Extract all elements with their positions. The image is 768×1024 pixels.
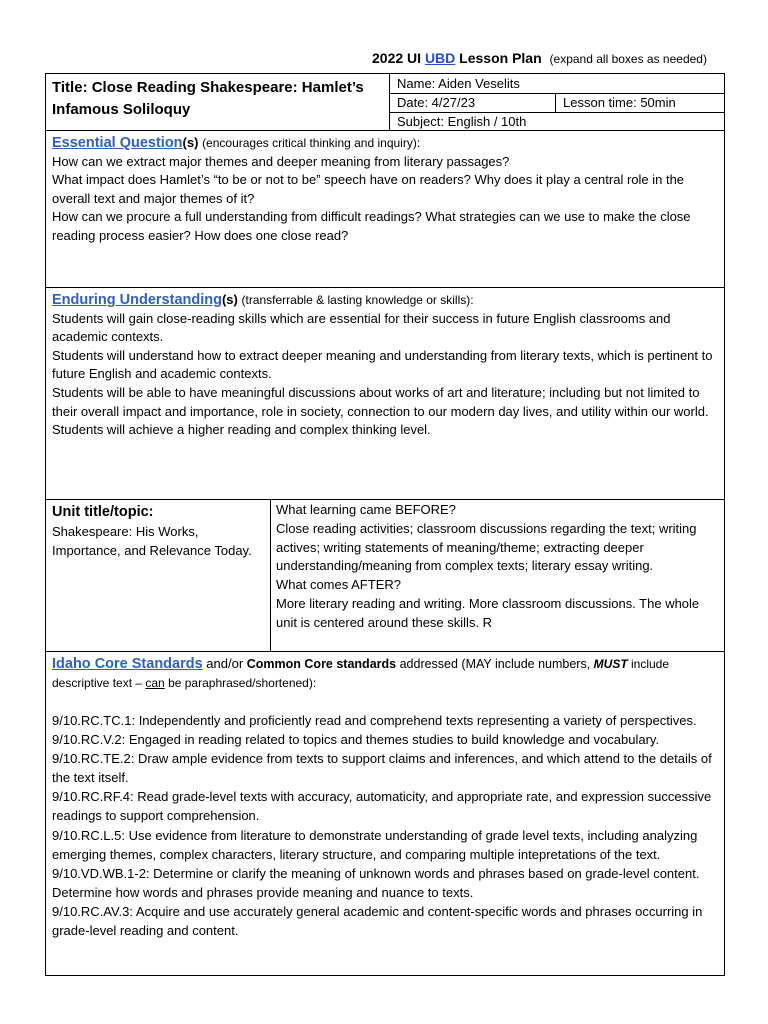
after-label: What comes AFTER? — [276, 577, 401, 593]
enduring-understanding-suffix: (s) — [221, 292, 238, 307]
unit-sequence-cell — [276, 501, 716, 633]
enduring-understanding-line: Students will be able to have meaningful discussions about works of art and literature; including but not limited to their overall impact and importance, role in society, connection to our modern day lives, and utility within our world. — [52, 384, 709, 419]
common-core-heading: Common Core standards — [246, 657, 397, 671]
enduring-understanding-note: (transferrable & lasting knowledge or skills): — [241, 293, 474, 307]
subject-row — [390, 112, 725, 131]
title-block — [45, 73, 725, 131]
enduring-understanding-line: Students will achieve a higher reading and complex thinking level. — [52, 422, 431, 438]
date-row — [390, 93, 725, 113]
name-row — [390, 74, 725, 94]
header-ubd-link[interactable]: UBD — [424, 50, 456, 66]
before-label: What learning came BEFORE? — [276, 502, 456, 517]
standards-header — [52, 655, 716, 692]
standards-section — [45, 651, 725, 976]
date-time-divider — [555, 93, 556, 112]
unit-title-cell — [46, 500, 271, 651]
before-text: Close reading activities; classroom discussions regarding the text; writing actives; writing statements of meaning/theme; extracting deeper understanding/meaning from complex texts; literary essay writing. — [276, 520, 697, 574]
essential-question-heading: Essential Question — [52, 135, 183, 151]
document-header — [372, 50, 707, 66]
enduring-understanding-line: Students will understand how to extract deeper meaning and understanding from literary texts, which is pertinent to future English and academic contexts. — [52, 347, 713, 382]
header-year: 2022 UI — [372, 50, 422, 66]
standard-item: 9/10.RC.L.5: Use evidence from literature to demonstrate understanding of grade level texts, including analyzing emerging themes, complex characters, literary structure, and comparing multiple intepretations of the text. — [52, 827, 698, 862]
addressed-text: addressed (MAY include numbers, — [396, 657, 594, 671]
rest-text: be paraphrased/shortened): — [164, 675, 317, 690]
standard-item: 9/10.RC.AV.3: Acquire and use accurately general academic and content-specific words and phrases occurring in grade-level reading and content. — [52, 903, 703, 939]
lesson-time-field: Lesson time: 50min — [563, 95, 676, 110]
name-field: Name: Aiden Veselits — [397, 76, 520, 91]
essential-question-line: How can we extract major themes and deeper meaning from literary passages? — [52, 153, 510, 169]
and-or-text: and/or — [202, 656, 247, 671]
enduring-understanding-heading: Enduring Understanding — [52, 292, 222, 308]
enduring-understanding-section — [45, 287, 725, 500]
essential-question-suffix: (s) — [182, 135, 199, 150]
info-column — [389, 74, 725, 130]
essential-question-section — [45, 130, 725, 288]
idaho-standards-heading: Idaho Core Standards — [52, 656, 203, 672]
enduring-understanding-line: Students will gain close-reading skills which are essential for their success in future English classrooms and academic contexts. — [52, 310, 671, 345]
include-text: include descriptive text – — [52, 657, 670, 690]
unit-title-label: Unit title/topic: — [52, 504, 154, 520]
standards-list — [52, 711, 720, 940]
essential-question-line: How can we procure a full understanding from difficult readings? What strategies can we use to make the close reading process easier? How does one close read? — [52, 209, 691, 243]
essential-question-header — [52, 134, 716, 153]
standard-item: 9/10.VD.WB.1-2: Determine or clarify the meaning of unknown words and phrases based on grade-level content. Determine how words and phrases provide meaning and nuance to texts. — [52, 865, 700, 900]
must-text: MUST — [593, 657, 628, 671]
unit-title-value: Shakespeare: His Works, Importance, and Relevance Today. — [52, 524, 252, 558]
after-text: More literary reading and writing. More classroom discussions. The whole unit is centered around these skills. R — [276, 595, 700, 630]
essential-question-note: (encourages critical thinking and inquiry): — [202, 136, 421, 150]
standard-item: 9/10.RC.TC.1: Independently and proficiently read and comprehend texts representing a variety of perspectives. — [52, 713, 697, 728]
header-lesson-plan: Lesson Plan — [459, 50, 542, 66]
unit-section — [45, 499, 725, 652]
can-text: can — [145, 675, 165, 690]
standard-item: 9/10.RC.RF.4: Read grade-level texts with accuracy, automaticity, and appropriate rate, and expression successive readings to support comprehension. — [52, 789, 712, 824]
essential-question-line: What impact does Hamlet’s “to be or not to be” speech have on readers? Why does it play a central role in the overall text and major themes of it? — [52, 172, 685, 206]
standard-item: 9/10.RC.TE.2: Draw ample evidence from texts to support claims and inferences, and which attend to the details of the text itself. — [52, 751, 712, 786]
header-note: (expand all boxes as needed) — [549, 52, 707, 66]
standard-item: 9/10.RC.V.2: Engaged in reading related to topics and themes studies to build knowledge and vocabulary. — [52, 732, 660, 748]
lesson-title: Title: Close Reading Shakespeare: Hamlet’s Infamous Soliloquy — [52, 79, 364, 118]
subject-field: Subject: English / 10th — [397, 114, 527, 129]
date-field: Date: 4/27/23 — [397, 95, 476, 110]
enduring-understanding-header — [52, 291, 716, 310]
